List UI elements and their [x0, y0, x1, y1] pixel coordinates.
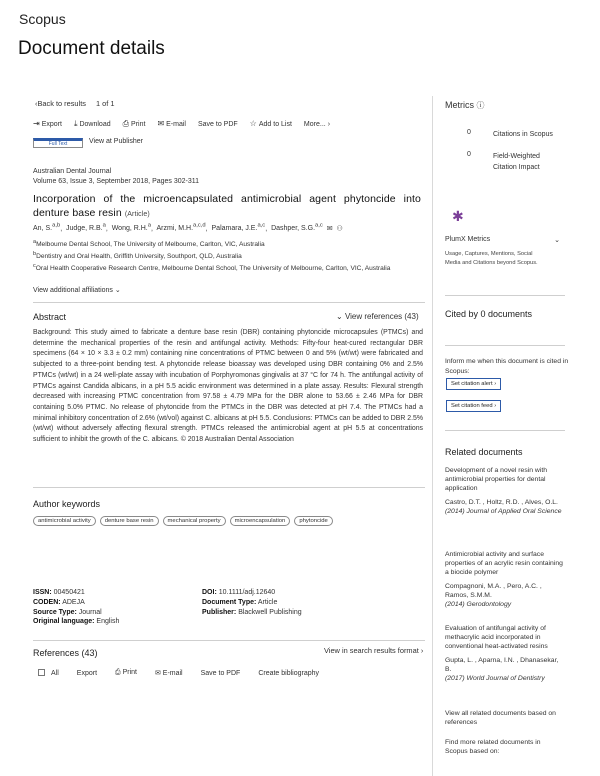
related-source: (2014) Journal of Applied Oral Science	[445, 507, 562, 515]
info-icon[interactable]: ⓘ	[476, 101, 485, 110]
chevron-left-icon: ‹	[35, 99, 38, 108]
fwci-count: 0	[467, 151, 471, 158]
keyword-chip[interactable]: antimicrobial activity	[33, 516, 96, 526]
related-title-link[interactable]: Development of a novel resin with antimicrobial properties for dental application	[445, 467, 548, 493]
download-icon: ⤓	[73, 119, 78, 128]
cited-by-heading: Cited by 0 documents	[445, 309, 533, 319]
metrics-heading: Metrics ⓘ	[445, 100, 485, 110]
related-document-item	[445, 550, 563, 609]
person-icon[interactable]: ⚇	[334, 225, 343, 233]
article-type: (Article)	[124, 210, 150, 218]
related-title-link[interactable]: Antimicrobial activity and surface properties of an acrylic resin containing a biocide polymer	[445, 551, 563, 577]
references-print-button[interactable]: ⎙ Print	[115, 669, 137, 676]
related-title-link[interactable]: Evaluation of antifungal activity of methacrylic acid incorporated in conventional heat-activated resins	[445, 625, 548, 651]
set-citation-feed-button[interactable]: Set citation feed ›	[446, 400, 501, 412]
result-position: 1 of 1	[95, 99, 115, 108]
mail-icon: ✉	[154, 670, 163, 677]
save-pdf-button[interactable]: Save to PDF	[197, 120, 238, 128]
divider	[445, 430, 565, 431]
print-button[interactable]: ⎙ Print	[122, 119, 146, 128]
keywords-heading: Author keywords	[33, 499, 101, 509]
divider	[33, 640, 425, 641]
author[interactable]: Judge, R.B.$^a$	[66, 223, 106, 233]
plumx-description: Usage, Captures, Mentions, Social Media and Citations beyond Scopus.	[445, 251, 538, 266]
create-bibliography-button[interactable]: Create bibliography	[258, 669, 320, 677]
author[interactable]: Palamara, J.E.$^{a,c}$	[211, 223, 266, 233]
references-email-button[interactable]: ✉ E-mail	[154, 670, 183, 677]
affiliation-list	[33, 238, 421, 274]
keyword-chip[interactable]: phytoncide	[294, 516, 333, 526]
document-type-value: Article	[257, 598, 278, 606]
journal-volume: Volume 63, Issue 3, September 2018, Pages 302-311	[33, 178, 200, 186]
chevron-down-icon: ⌄	[336, 312, 345, 321]
affiliation: $^b$Dentistry and Oral Health, Griffith University, Southport, QLD, Australia	[33, 251, 242, 261]
add-to-list-button[interactable]: ☆ Add to List	[249, 119, 292, 128]
chevron-right-icon: ›	[420, 646, 424, 655]
view-search-results-link[interactable]: View in search results format ›	[324, 646, 424, 655]
keyword-chip[interactable]: mechanical property	[163, 516, 226, 526]
back-link[interactable]: ‹Back to results	[35, 99, 86, 108]
chevron-right-icon: ›	[327, 120, 331, 128]
chevron-down-icon: ⌄	[114, 287, 121, 294]
related-document-item	[445, 466, 563, 516]
keyword-chip[interactable]: microencapsulation	[230, 516, 291, 526]
journal-info	[33, 167, 199, 187]
document-identifiers-left: ISSN: 00450421 CODEN: ADEJA Source Type: Journal Original language: English	[33, 589, 120, 626]
mail-icon[interactable]: ✉	[324, 225, 333, 233]
references-toolbar	[38, 669, 319, 677]
star-icon: ☆	[249, 119, 257, 128]
references-heading: References (43)	[33, 648, 98, 658]
affiliation: $^a$Melbourne Dental School, The University of Melbourne, Carlton, VIC, Australia	[33, 239, 265, 249]
view-references-link[interactable]: ⌄ View references (43)	[336, 312, 419, 321]
divider	[445, 295, 565, 296]
document-identifiers-right: DOI: 10.1111/adj.12640 Document Type: Article Publisher: Blackwell Publishing	[202, 589, 302, 616]
article-title: Incorporation of the microencapsulated antimicrobial agent phytoncide into denture base resin (Article)	[33, 193, 421, 219]
doi-value[interactable]: 10.1111/adj.12640	[218, 589, 276, 596]
email-button[interactable]: ✉ E-mail	[157, 119, 186, 128]
document-toolbar	[33, 120, 330, 128]
journal-name[interactable]: Australian Dental Journal	[33, 168, 112, 175]
source-type-value: Journal	[78, 608, 102, 616]
citations-label: Citations in Scopus	[493, 131, 553, 138]
export-icon: ⇥	[33, 119, 40, 128]
issn-value: 00450421	[53, 589, 85, 596]
divider	[33, 302, 425, 303]
references-export-button[interactable]: Export	[76, 669, 98, 677]
related-source: (2014) Gerodontology	[445, 600, 512, 608]
page-title: Document details	[18, 38, 165, 59]
mail-icon: ✉	[157, 119, 165, 128]
chevron-right-icon: ›	[494, 403, 497, 409]
full-text-badge[interactable]: Full Text	[33, 138, 83, 148]
printer-icon: ⎙	[115, 669, 123, 676]
abstract-text: Background: This study aimed to fabricate a denture base resin (DBR) containing phytoncide microcapsules (PTMCs) and determine the mechanical properties of the resin and antifungal activity. Methods: Fifty-four heat-cured rectangular DBR specimens (64 × 10 × 3.3 ± 0.2 mm) containing nine concentrations of PTMC between 0 and 5% (wt/wt) were fabricated and subjected to a three-point bending test. A phytoncide release bioassay was developed using DBR containing 0% and 2.5% PTMCs (wt/wt) in a 24 well-plate assay with incubation of Porphyromonas gingivalis at 37 °C for 74 h. The antifungal activity of PTMCs against Candida albicans, in a pH 5.5 acidic environment was determined in a plate assay. Results: Flexural strength decreased with increasing PTMC concentration from 97.58 ± 4.79 MPa for the DBR alone to 53.66 ± 2.46 MPa for DBR containing 5.0% PTMC. No release of phytoncide from the PTMCs in the DBR was detected at pH 7.4. The PTMCs had a minimal inhibitory concentration of 2.6% (wt/vol) against C. albicans at pH 5.5. Conclusions: PTMCs can be added to DBR 2.5% (wt/wt) without adversely affecting flexural strength. PTMCs released the antimicrobial agent at pH 5.5 at concentrations sufficient to inhibit the growth of the C. albicans. © 2018 Australian Dental Association	[33, 329, 423, 444]
author-list: An, S.$^{a,b}$, Judge, R.B.$^a$, Wong, R.H.$^a$, Arzmi, M.H.$^{a,c,d}$, Palamara, J.E.$^{a,c}$, Dashper, S.G.$^{a,c}$ ✉ ⚇	[33, 223, 343, 233]
chevron-down-icon: ⌄	[554, 237, 560, 244]
abstract-heading: Abstract	[33, 312, 67, 322]
affiliation: $^c$Oral Health Cooperative Research Centre, Melbourne Dental School, The University of Melbourne, Carlton, VIC, Australia	[33, 263, 391, 273]
related-authors[interactable]: Compagnoni, M.A. , Pero, A.C. , Ramos, S.M.M.	[445, 582, 542, 599]
divider	[33, 487, 425, 488]
related-document-item	[445, 624, 563, 683]
divider	[445, 345, 565, 346]
references-save-pdf-button[interactable]: Save to PDF	[200, 669, 241, 677]
language-value: English	[96, 618, 120, 626]
cited-inform-text: Inform me when this document is cited in Scopus:	[445, 358, 569, 375]
export-button[interactable]: ⇥ Export	[33, 119, 62, 128]
citations-count: 0	[467, 129, 471, 136]
publisher-value: Blackwell Publishing	[238, 608, 302, 616]
keyword-list	[33, 516, 333, 526]
author[interactable]: An, S.$^{a,b}$	[33, 223, 61, 233]
view-at-publisher-link[interactable]: View at Publisher	[89, 138, 143, 145]
fwci-label: Field-Weighted Citation Impact	[493, 153, 540, 171]
related-authors[interactable]: Gupta, L. , Aparna, I.N. , Dhanasekar, B.	[445, 656, 559, 673]
author[interactable]: Dashper, S.G.$^{a,c}$	[271, 223, 323, 233]
related-documents-heading: Related documents	[445, 447, 523, 457]
results-nav	[35, 99, 114, 108]
related-authors[interactable]: Castro, D.T. , Holtz, R.D. , Alves, O.L.	[445, 498, 558, 506]
select-all-checkbox[interactable]: All	[38, 669, 59, 677]
download-button[interactable]: ⤓ Download	[73, 119, 111, 128]
keyword-chip[interactable]: denture base resin	[100, 516, 159, 526]
coden-value: ADEJA	[62, 598, 85, 606]
chevron-right-icon: ›	[494, 381, 497, 387]
set-citation-alert-button[interactable]: Set citation alert ›	[446, 378, 501, 390]
author[interactable]: Arzmi, M.H.$^{a,c,d}$	[156, 223, 206, 233]
scopus-brand[interactable]: Scopus	[19, 11, 66, 27]
checkbox-icon	[38, 669, 45, 676]
view-additional-affiliations[interactable]: View additional affiliations ⌄	[33, 287, 121, 294]
plumx-logo-icon: ✱	[452, 208, 464, 224]
column-divider	[432, 96, 433, 776]
related-source: (2017) World Journal of Dentistry	[445, 674, 545, 682]
plumx-heading[interactable]: PlumX Metrics ⌄	[445, 236, 560, 244]
find-more-related-text: Find more related documents in Scopus based on:	[445, 739, 541, 756]
more-button[interactable]: More... ›	[303, 120, 331, 128]
view-all-related-link[interactable]: View all related documents based on references	[445, 710, 556, 727]
author[interactable]: Wong, R.H.$^a$	[111, 223, 152, 233]
printer-icon: ⎙	[122, 119, 130, 128]
